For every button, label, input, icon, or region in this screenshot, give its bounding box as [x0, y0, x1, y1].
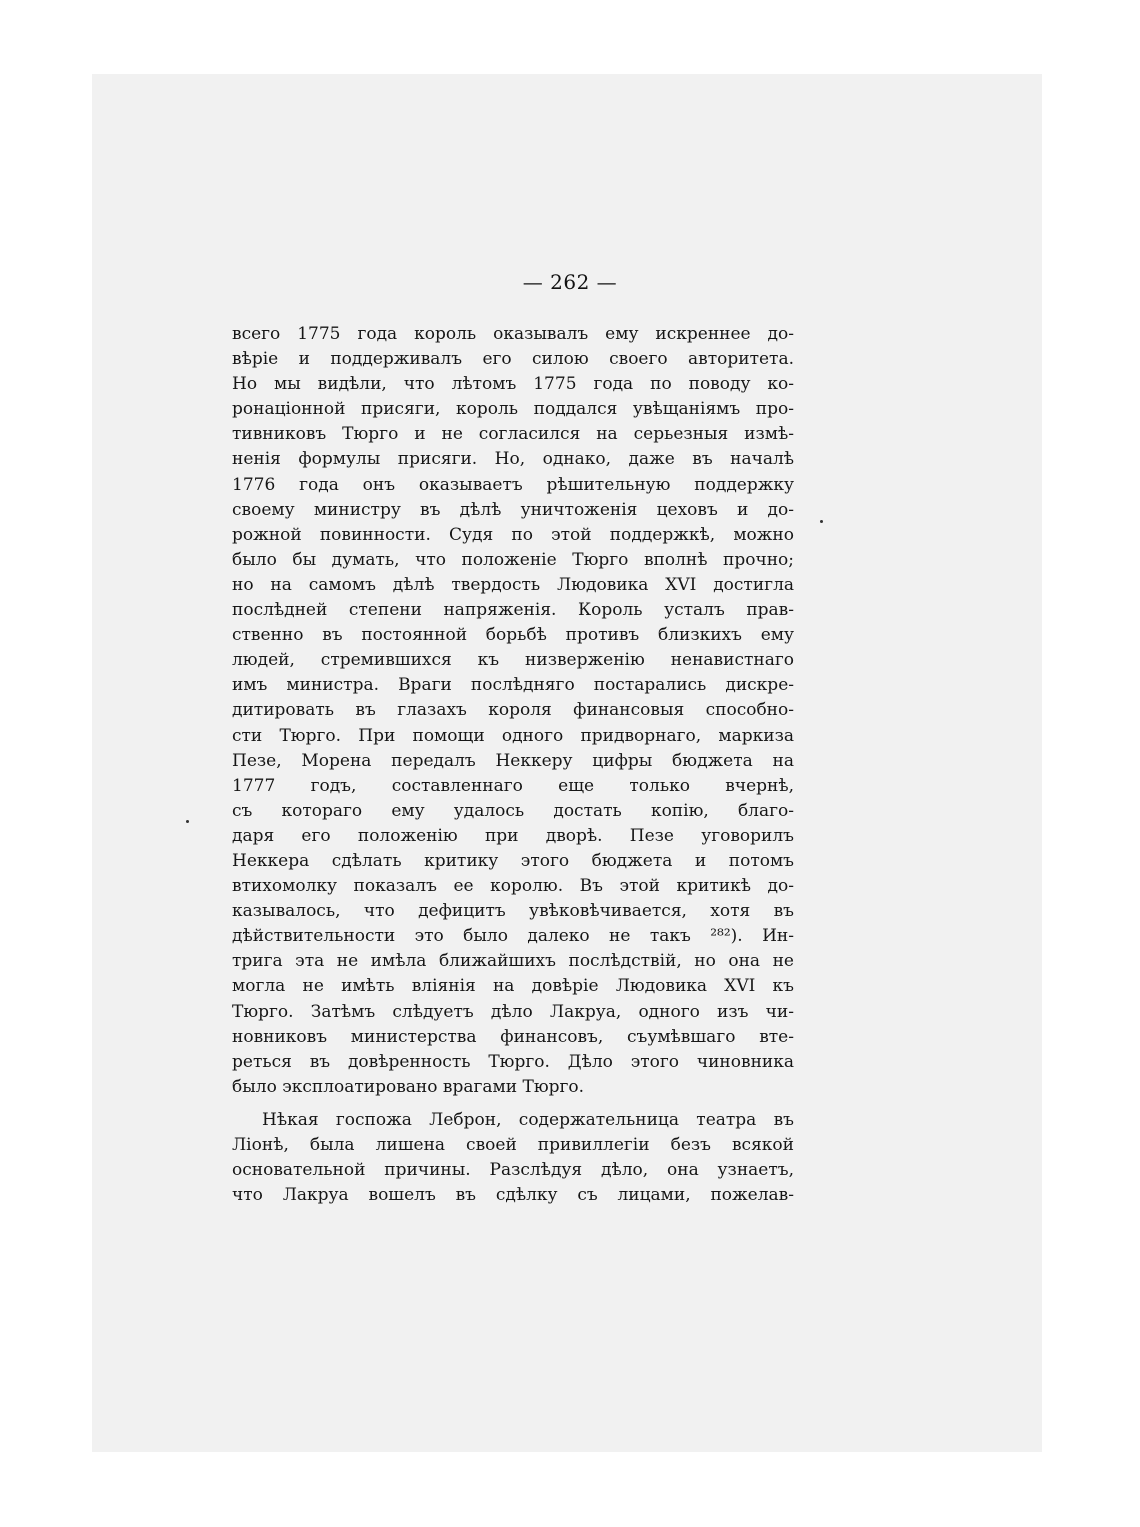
text-line: имъ министра. Враги послѣдняго постарались дискре-: [232, 675, 794, 696]
text-line: ственно въ постоянной борьбѣ противъ близкихъ ему: [232, 625, 794, 646]
text-line: вѣріе и поддерживалъ его силою своего авторитета.: [232, 349, 794, 370]
text-line: казывалось, что дефицитъ увѣковѣчивается, хотя въ: [232, 901, 794, 922]
text-line: могла не имѣть вліянія на довѣріе Людовика XVI къ: [232, 976, 794, 997]
text-line: съ котораго ему удалось достать копію, благо-: [232, 800, 794, 821]
text-line: основательной причины. Разслѣдуя дѣло, она узнаетъ,: [232, 1160, 794, 1181]
text-line: дитировать въ глазахъ короля финансовыя способно-: [232, 700, 794, 721]
text-line: Ліонѣ, была лишена своей привиллегіи безъ всякой: [232, 1135, 794, 1155]
page-number: — 262 —: [522, 270, 618, 294]
scan-speck: [186, 820, 189, 823]
text-line: ронаціонной присяги, король поддался увѣщаніямъ про-: [232, 399, 794, 420]
text-line: 1777 годъ, составленнаго еще только вчернѣ,: [232, 775, 794, 796]
text-line: Но мы видѣли, что лѣтомъ 1775 года по поводу ко-: [232, 374, 794, 395]
text-line: реться въ довѣренность Тюрго. Дѣло этого чиновника: [232, 1051, 794, 1072]
text-line: 1776 года онъ оказываетъ рѣшительную поддержку: [232, 474, 794, 495]
text-line: Неккера сдѣлать критику этого бюджета и потомъ: [232, 850, 794, 871]
text-line: трига эта не имѣла ближайшихъ послѣдствій, но она не: [232, 951, 794, 972]
text-line: Тюрго. Затѣмъ слѣдуетъ дѣло Лакруа, одного изъ чи-: [232, 1001, 794, 1022]
text-line: но на самомъ дѣлѣ твердость Людовика XVI достигла: [232, 574, 794, 595]
text-line: своему министру въ дѣлѣ уничтоженія цеховъ и до-: [232, 499, 794, 520]
body-text: [232, 322, 794, 1208]
text-line: тивниковъ Тюрго и не согласился на серьезныя измѣ-: [232, 424, 794, 445]
text-line: даря его положенію при дворѣ. Пезе уговорилъ: [232, 825, 794, 846]
text-line: Нѣкая госпожа Леброн, содержательница театра въ: [262, 1109, 794, 1130]
text-line: дѣйствительности это было далеко не такъ ²⁸²). Ин-: [232, 926, 794, 947]
text-line: что Лакруа вошелъ въ сдѣлку съ лицами, пожелав-: [232, 1185, 794, 1206]
text-line: втихомолку показалъ ее королю. Въ этой критикѣ до-: [232, 876, 794, 897]
paragraph-gap: [232, 1100, 794, 1108]
text-line: сти Тюрго. При помощи одного придворнаго, маркиза: [232, 725, 794, 746]
text-line: ненія формулы присяги. Но, однако, даже въ началѣ: [232, 449, 794, 470]
text-line: было эксплоатировано врагами Тюрго.: [232, 1076, 585, 1097]
text-line: послѣдней степени напряженія. Король усталъ прав-: [232, 600, 794, 621]
text-line: рожной повинности. Судя по этой поддержкѣ, можно: [232, 524, 794, 545]
text-line: новниковъ министерства финансовъ, съумѣвшаго вте-: [232, 1026, 794, 1047]
text-line: всего 1775 года король оказывалъ ему искреннее до-: [232, 324, 794, 344]
text-line: было бы думать, что положеніе Тюрго вполнѣ прочно;: [232, 549, 794, 570]
text-line: Пезе, Морена передалъ Неккеру цифры бюджета на: [232, 750, 794, 771]
scan-speck: [820, 520, 823, 523]
text-line: людей, стремившихся къ низверженію ненавистнаго: [232, 650, 794, 671]
